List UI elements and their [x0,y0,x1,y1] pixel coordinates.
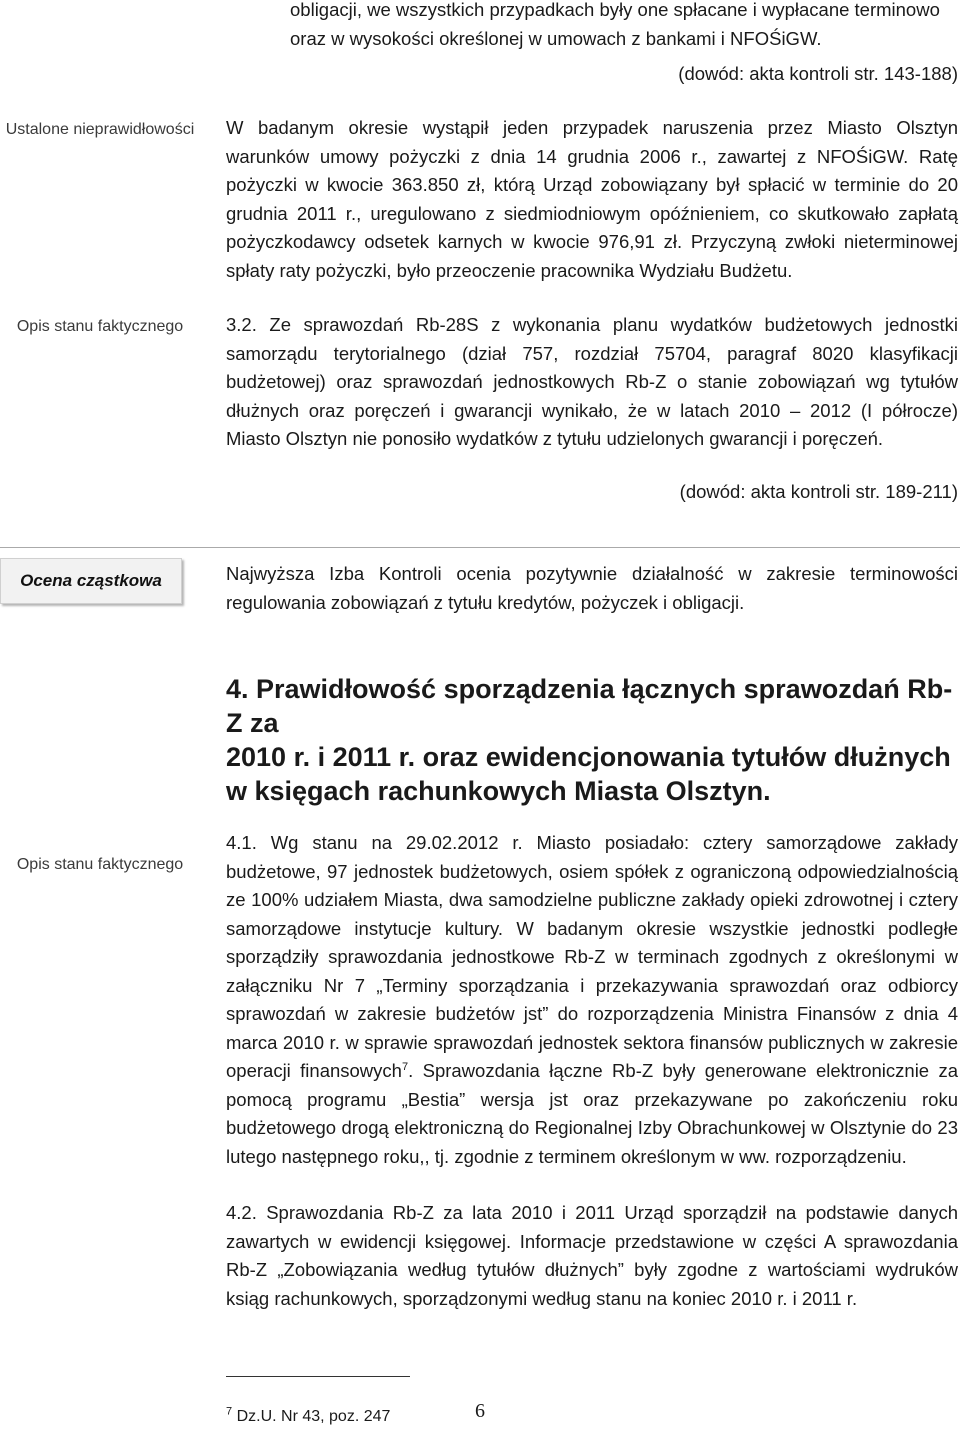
side-label-ustalone: Ustalone nieprawidłowości [5,121,195,138]
footnote-separator [226,1376,410,1377]
section-4-heading-line-1: 4. Prawidłowość sporządzenia łącznych sprawozdań Rb-Z za [226,674,953,738]
proof-reference-1: (dowód: akta kontroli str. 143-188) [678,63,958,84]
side-label-opis-2: Opis stanu faktycznego [16,856,184,873]
continuation-text [290,0,958,53]
footnote-number: 7 [226,1405,233,1418]
paragraph-3-2: 3.2. Ze sprawozdań Rb-28S z wykonania planu wydatków budżetowych jednostki samorządu terytorialnego (dział 757, rozdział 75704, paragraf 8020 klasyfikacji budżetowej) oraz sprawozdań jednostkowych Rb-Z o stanie zobowiązań wg tytułów dłużnych oraz poręczeń i gwarancji wynikało, że w latach 2010 – 2012 (I półrocze) Miasto Olsztyn nie ponosiło wydatków z tytułu udzielonych gwarancji i poręczeń. [226,314,958,449]
section-4-heading-line-2: 2010 r. i 2011 r. oraz ewidencjonowania tytułów dłużnych [226,742,951,772]
section-4-heading [226,672,958,808]
partial-assessment-text: Najwyższa Izba Kontroli ocenia pozytywnie działalność w zakresie terminowości regulowania zobowiązań z tytułu kredytów, pożyczek i obligacji. [226,563,958,613]
page-number: 6 [475,1400,485,1422]
paragraph-4-2: 4.2. Sprawozdania Rb-Z za lata 2010 i 2011 Urząd sporządził na podstawie danych zawartych w ewidencji księgowej. Informacje przedstawione w części A sprawozdania Rb-Z „Zobowiązania według tytułów dłużnych” były zgodne z wartościami wydruków ksiąg rachunkowych, sporządzonymi według stanu na koniec 2010 r. i 2011 r. [226,1202,958,1309]
proof-reference-2: (dowód: akta kontroli str. 189-211) [679,481,958,502]
continuation-line-2: oraz w wysokości określonej w umowach z bankami i NFOŚiGW. [290,27,822,49]
footnote-ref-7: 7 [401,1060,409,1073]
section-4-heading-line-3: w księgach rachunkowych Miasta Olsztyn. [226,776,771,806]
footnote-text: Dz.U. Nr 43, poz. 247 [232,1408,391,1425]
paragraph-4-1 [226,829,958,1171]
continuation-line-1: obligacji, we wszystkich przypadkach były one spłacane i wypłacane terminowo [290,0,940,20]
section-divider [0,547,960,548]
paragraph-4-1-part-b: . Sprawozdania łączne Rb-Z były generowane elektronicznie za pomocą programu „Bestia” wersja jst oraz przekazywane po zakończeniu roku budżetowego drogą elektroniczną do Regionalnej Izby Obrachunkowej w Olsztynie do 23 lutego następnego roku,, tj. zgodnie z terminem określonym w ww. rozporządzeniu. [226,1060,958,1167]
partial-assessment-label: Ocena cząstkowa [0,558,182,604]
paragraph-4-1-part-a: 4.1. Wg stanu na 29.02.2012 r. Miasto posiadało: cztery samorządowe zakłady budżetowe, 97 jednostek budżetowych, osiem spółek z ograniczoną odpowiedzialnością ze 100% udziałem Miasta, dwa samodzielne publiczne zakłady opieki zdrowotnej i cztery samorządowe instytucje kultury. W badanym okresie wszystkie jednostki podległe sporządziły sprawozdania jednostkowe Rb-Z w terminach zgodnych z określonymi w załączniku Nr 7 „Terminy sporządzania i przekazywania sprawozdań oraz odbiorcy sprawozdań w zakresie budżetów jst” do rozporządzenia Ministra Finansów z dnia 4 marca 2010 r. w sprawie sprawozdań jednostek sektora finansów publicznych w zakresie operacji finansowych [226,832,958,1081]
irregularities-paragraph: W badanym okresie wystąpił jeden przypadek naruszenia przez Miasto Olsztyn warunków umowy pożyczki z dnia 14 grudnia 2006 r., zawartej z NFOŚiGW. Ratę pożyczki w kwocie 363.850 zł, którą Urząd zobowiązany był spłacić w terminie do 20 grudnia 2011 r., uregulowano z siedmiodniowym opóźnieniem, co skutkowało zapłatą pożyczkodawcy odsetek karnych w kwocie 976,91 zł. Przyczyną zwłoki nieterminowej spłaty raty pożyczki, było przeoczenie pracownika Wydziału Budżetu. [226,117,958,281]
side-label-opis-1: Opis stanu faktycznego [16,318,184,335]
